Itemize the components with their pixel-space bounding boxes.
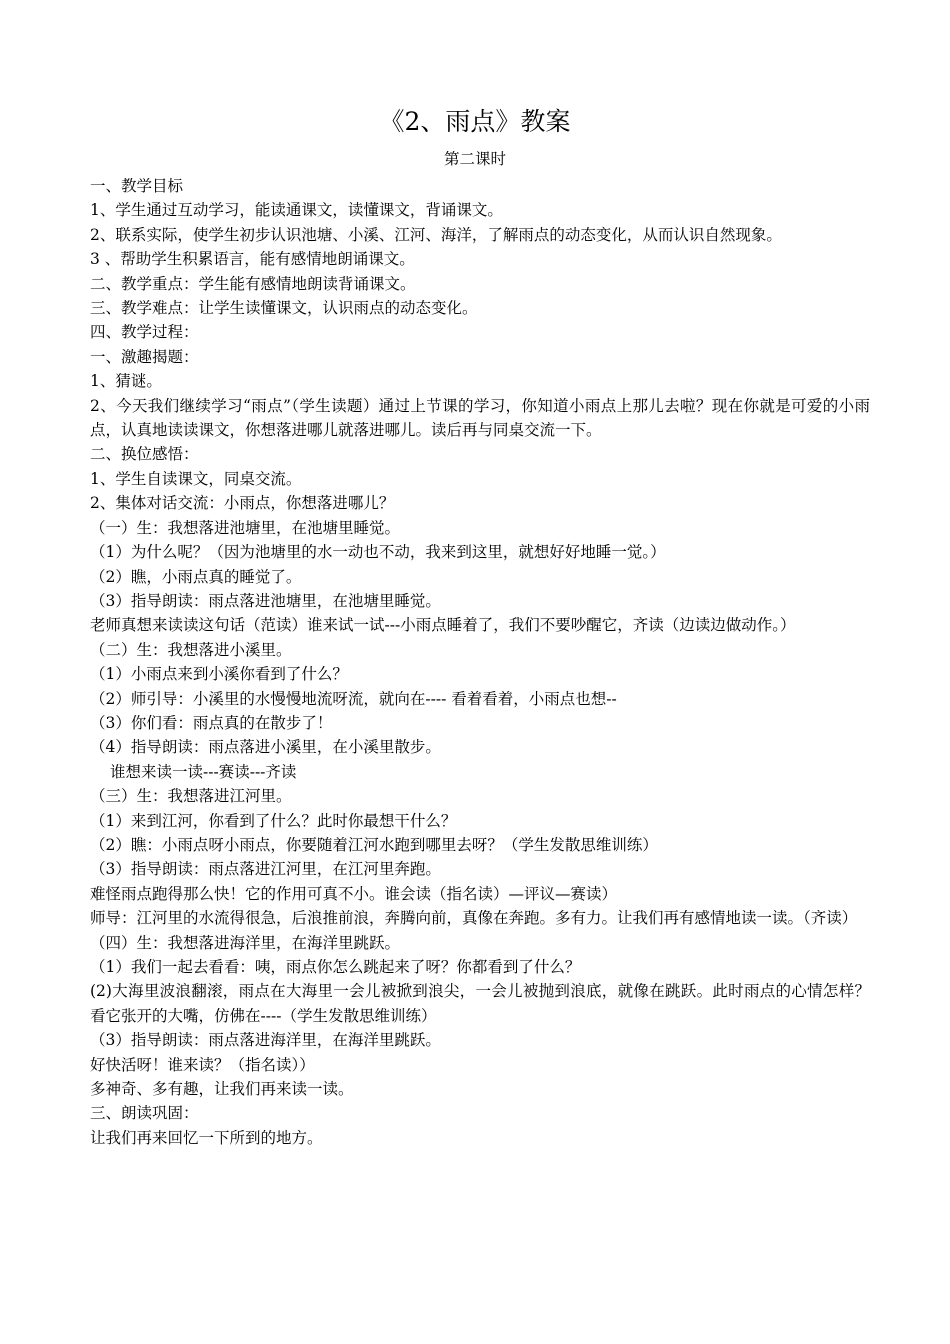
paragraph: （一）生：我想落进池塘里，在池塘里睡觉。 <box>90 518 401 537</box>
paragraph: 难怪雨点跑得那么快！它的作用可真不小。谁会读（指名读）—评议—赛读） <box>90 884 618 903</box>
paragraph: 1、学生通过互动学习，能读通课文，读懂课文，背诵课文。 <box>90 201 503 220</box>
paragraph: （1）为什么呢？（因为池塘里的水一动也不动，我来到这里，就想好好地睡一觉。） <box>90 543 666 562</box>
paragraph: （4）指导朗读：雨点落进小溪里，在小溪里散步。 <box>90 738 441 757</box>
paragraph: 3 、帮助学生积累语言，能有感情地朗诵课文。 <box>90 250 415 269</box>
paragraph: 好快活呀！谁来读？（指名读）） <box>90 1055 315 1074</box>
paragraph: （四）生：我想落进海洋里，在海洋里跳跃。 <box>90 933 401 952</box>
paragraph: （2）师引导：小溪里的水慢慢地流呀流，就向在---- 看着看着，小雨点也想-- <box>90 689 617 708</box>
section-heading: 三、教学难点：让学生读懂课文，认识雨点的动态变化。 <box>90 299 478 318</box>
paragraph: 让我们再来回忆一下所到的地方。 <box>90 1128 323 1147</box>
paragraph: 1、学生自读课文，同桌交流。 <box>90 469 302 488</box>
section-heading: 一、教学目标 <box>90 177 184 195</box>
lesson-period: 第二课时 <box>443 150 506 168</box>
section-heading: 二、换位感悟： <box>90 445 199 464</box>
paragraph: 师导：江河里的水流得很急，后浪推前浪，奔腾向前，真像在奔跑。多有力。让我们再有感情地读一读。（齐读） <box>90 909 858 928</box>
paragraph: （三）生：我想落进江河里。 <box>90 787 292 806</box>
paragraph: (2)大海里波浪翻滚，雨点在大海里一会儿被掀到浪尖，一会儿被抛到浪底，就像在跳跃。此时雨点的心情怎样？看它张开的大嘴，仿佛在----（学生发散思维训练） <box>90 982 870 1025</box>
paragraph: （3）指导朗读：雨点落进池塘里，在池塘里睡觉。 <box>90 591 441 610</box>
paragraph: （2）瞧，小雨点真的睡觉了。 <box>90 567 302 586</box>
paragraph: 多神奇、多有趣，让我们再来读一读。 <box>90 1080 354 1099</box>
paragraph: （3）你们看：雨点真的在散步了！ <box>90 713 333 732</box>
paragraph: （3）指导朗读：雨点落进江河里，在江河里奔跑。 <box>90 860 441 879</box>
document-title: 《2、雨点》教案 <box>379 107 571 136</box>
paragraph: （3）指导朗读：雨点落进海洋里，在海洋里跳跃。 <box>90 1031 441 1050</box>
paragraph: （1）我们一起去看看：咦，雨点你怎么跳起来了呀？你都看到了什么？ <box>90 958 581 976</box>
section-heading: 四、教学过程： <box>90 323 199 342</box>
section-heading: 一、激趣揭题： <box>90 347 199 366</box>
section-heading: 三、朗读巩固： <box>90 1104 199 1123</box>
paragraph: 老师真想来读读这句话（范读）谁来试一试---小雨点睡着了，我们不要吵醒它，齐读（边读边做动作。） <box>90 616 796 635</box>
paragraph: （1）小雨点来到小溪你看到了什么？ <box>90 665 348 684</box>
paragraph: 2、今天我们继续学习“雨点”（学生读题）通过上节课的学习，你知道小雨点上那儿去啦？现在你就是可爱的小雨点，认真地读读课文，你想落进哪儿就落进哪儿。读后再与同桌交流一下。 <box>90 396 870 440</box>
paragraph: 谁想来读一读---赛读---齐读 <box>110 762 297 781</box>
paragraph: （1）来到江河，你看到了什么？此时你最想干什么？ <box>90 811 457 830</box>
paragraph: 2、集体对话交流：小雨点，你想落进哪儿？ <box>90 494 395 513</box>
paragraph: （二）生：我想落进小溪里。 <box>90 640 292 659</box>
section-heading: 二、教学重点：学生能有感情地朗读背诵课文。 <box>90 274 416 293</box>
paragraph: 2、联系实际，使学生初步认识池塘、小溪、江河、海洋，了解雨点的动态变化，从而认识自然现象。 <box>90 225 782 244</box>
document-body <box>90 174 870 1150</box>
paragraph: 1、猜谜。 <box>90 372 162 391</box>
paragraph: （2）瞧：小雨点呀小雨点，你要随着江河水跑到哪里去呀？（学生发散思维训练） <box>90 835 658 854</box>
